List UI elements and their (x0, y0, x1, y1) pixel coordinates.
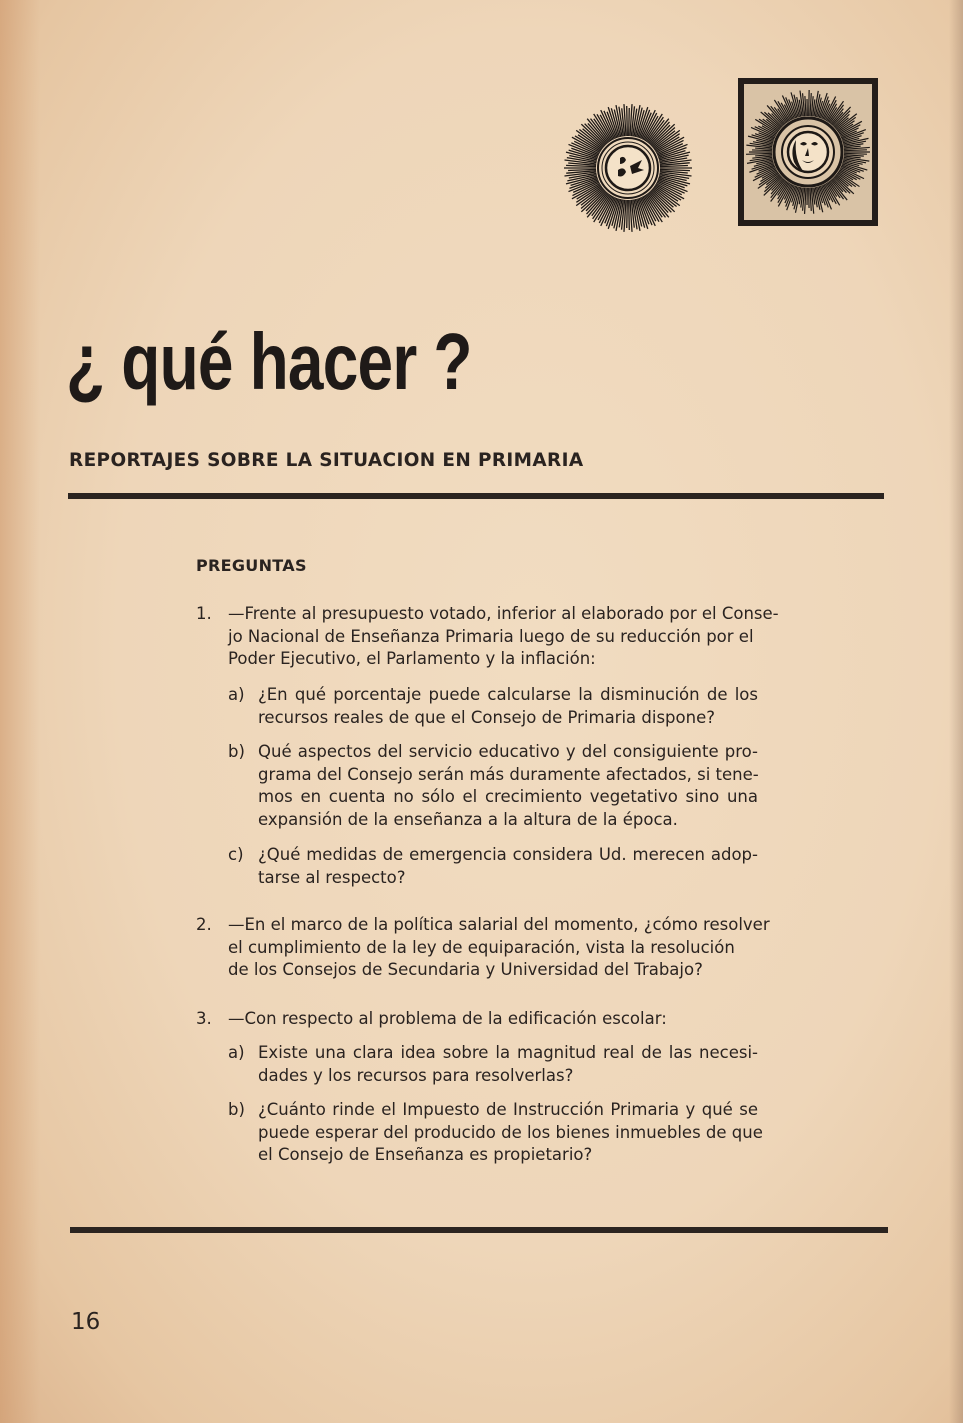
sub-item-text (258, 1042, 758, 1087)
header-emblems (560, 78, 880, 230)
question-line: el cumplimiento de la ley de equiparación, vista la resolución (228, 937, 735, 957)
question-text (196, 603, 779, 671)
question-line: jo Nacional de Enseñanza Primaria luego de su reducción por el (228, 626, 754, 646)
question-number: 3. (196, 1009, 212, 1028)
sub-item-line: mos en cuenta no sólo el crecimiento vegetativo sino una (258, 787, 758, 807)
question-line: Poder Ejecutivo, el Parlamento y la inflación: (228, 649, 596, 669)
sunburst-square-face-emblem-icon (738, 78, 878, 226)
question-line: —Con respecto al problema de la edificación escolar: (228, 1009, 667, 1028)
page-title: ¿ qué hacer ? (66, 317, 472, 406)
question-1 (196, 603, 779, 671)
sub-item-line: el Consejo de Enseñanza es propietario? (258, 1145, 593, 1165)
sub-item-line: puede esperar del producido de los bienes inmuebles de que (258, 1122, 763, 1142)
page-edge-shadow-right (949, 0, 963, 1423)
page-edge-shadow-left (0, 0, 40, 1423)
sub-item-text (258, 741, 758, 831)
sub-item-line: grama del Consejo serán más duramente afectados, si tene- (258, 764, 759, 784)
sub-item-line: Qué aspectos del servicio educativo y del consiguiente pro- (258, 742, 758, 761)
question-number: 2. (196, 915, 212, 934)
divider-top (68, 493, 884, 499)
question-line: —Frente al presupuesto votado, inferior al elaborado por el Conse- (228, 604, 779, 623)
sub-item-letter: b) (228, 742, 245, 761)
sub-item-letter: a) (228, 685, 245, 704)
sub-item-letter: a) (228, 1043, 245, 1062)
sub-item-text (258, 684, 758, 729)
section-heading: PREGUNTAS (196, 556, 307, 575)
question-line: —En el marco de la política salarial del momento, ¿cómo resolver (228, 915, 770, 934)
sub-item-line: recursos reales de que el Consejo de Primaria dispone? (258, 707, 715, 727)
question-line: de los Consejos de Secundaria y Universidad del Trabajo? (228, 960, 703, 980)
question-2 (196, 914, 770, 982)
question-3 (196, 1008, 758, 1031)
question-number: 1. (196, 604, 212, 623)
sub-item-text (258, 844, 758, 889)
sub-item-line: ¿En qué porcentaje puede calcularse la disminución de los (258, 685, 758, 704)
question-text (196, 1008, 758, 1031)
divider-bottom (70, 1227, 888, 1233)
sub-item-letter: b) (228, 1100, 245, 1119)
sub-item-letter: c) (228, 845, 244, 864)
page-subtitle: REPORTAJES SOBRE LA SITUACION EN PRIMARIA (69, 449, 584, 471)
sub-item-line: Existe una clara idea sobre la magnitud real de las necesi- (258, 1043, 758, 1062)
sub-item-line: expansión de la enseñanza a la altura de la época. (258, 809, 678, 829)
sub-item-line: tarse al respecto? (258, 867, 406, 887)
page-number: 16 (71, 1309, 101, 1335)
question-text (196, 914, 770, 982)
sunburst-circle-emblem-icon (560, 100, 696, 236)
sub-item-line: ¿Qué medidas de emergencia considera Ud. merecen adop- (258, 845, 758, 864)
sub-item-line: ¿Cuánto rinde el Impuesto de Instrucción Primaria y qué se (258, 1100, 758, 1119)
sub-item-text (258, 1099, 763, 1167)
sub-item-line: dades y los recursos para resolverlas? (258, 1065, 574, 1085)
